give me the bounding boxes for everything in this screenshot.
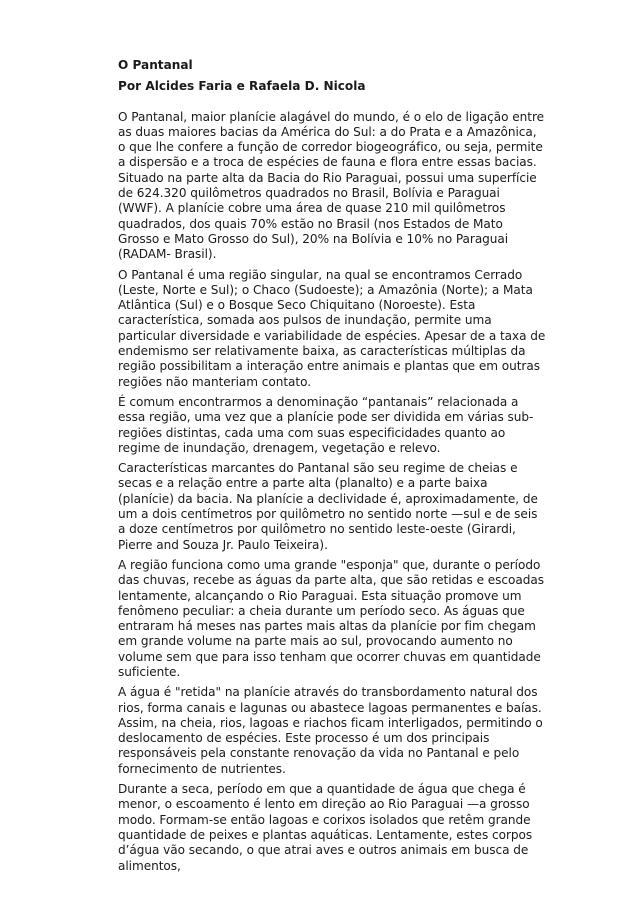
- document-body: [118, 110, 546, 874]
- paragraph-5: A região funciona como uma grande "esponja" que, durante o período das chuvas, recebe as águas da parte alta, que são retidas e escoadas lentamente, alcançando o Rio Paraguai. Esta situação promove um fenômeno peculiar: a cheia durante um período seco. As águas que entraram há meses nas partes mais altas da planície por fim chegam em grande volume na parte mais ao sul, provocando aumento no volume sem que para isso tenham que ocorrer chuvas em quantidade suficiente.: [118, 557, 544, 679]
- document-authors: Por Alcides Faria e Rafaela D. Nicola: [118, 79, 366, 94]
- paragraph-6: A água é "retida" na planície através do transbordamento natural dos rios, forma canais e lagunas ou abastece lagoas permanentes e baías. Assim, na cheia, rios, lagoas e riachos ficam interligados, permitindo o deslocamento de espécies. Este processo é um dos principais responsáveis pela constante renovação da vida no Pantanal e pelo fornecimento de nutrientes.: [118, 685, 543, 776]
- document-page: [118, 58, 546, 879]
- document-title: O Pantanal: [118, 58, 193, 72]
- paragraph-4: Características marcantes do Pantanal são seu regime de cheias e secas e a relação entre a parte alta (planalto) e a parte baixa (planície) da bacia. Na planície a declividade é, aproximadamente, de um a dois centímetros por quilômetro no sentido norte —sul e de seis a doze centímetros por quilômetro no sentido leste-oeste (Girardi, Pierre and Souza Jr. Paulo Teixeira).: [118, 461, 538, 552]
- paragraph-7: Durante a seca, período em que a quantidade de água que chega é menor, o escoamento é lento em direção ao Rio Paraguai —a grosso modo. Formam-se então lagoas e corixos isolados que retêm grande quantidade de peixes e plantas aquáticas. Lentamente, estes corpos d’água vão secando, o que atrai aves e outros animais em busca de alimentos,: [118, 782, 533, 873]
- paragraph-1: O Pantanal, maior planície alagável do mundo, é o elo de ligação entre as duas maiores bacias da América do Sul: a do Prata e a Amazônica, o que lhe confere a função de corredor biogeográfico, ou seja, permite a dispersão e a troca de espécies de fauna e flora entre essas bacias. Situado na parte alta da Bacia do Rio Paraguai, possui uma superfície de 624.320 quilômetros quadrados no Brasil, Bolívia e Paraguai (WWF). A planície cobre uma área de quase 210 mil quilômetros quadrados, dos quais 70% estão no Brasil (nos Estados de Mato Grosso e Mato Grosso do Sul), 20% na Bolívia e 10% no Paraguai (RADAM- Brasil).: [118, 109, 545, 262]
- paragraph-2: O Pantanal é uma região singular, na qual se encontramos Cerrado (Leste, Norte e Sul); o Chaco (Sudoeste); a Amazônia (Norte); a Mata Atlântica (Sul) e o Bosque Seco Chiquitano (Noroeste). Esta característica, somada aos pulsos de inundação, permite uma particular diversidade e variabilidade de espécies. Apesar de a taxa de endemismo ser relativamente baixa, as características múltiplas da região possibilitam a interação entre animais e plantas que em outras regiões não manteriam contato.: [118, 267, 546, 389]
- paragraph-3: É comum encontrarmos a denominação “pantanais” relacionada a essa região, uma vez que a planície pode ser dividida em várias sub-regiões distintas, cada uma com suas especificidades quanto ao regime de inundação, drenagem, vegetação e relevo.: [118, 394, 534, 455]
